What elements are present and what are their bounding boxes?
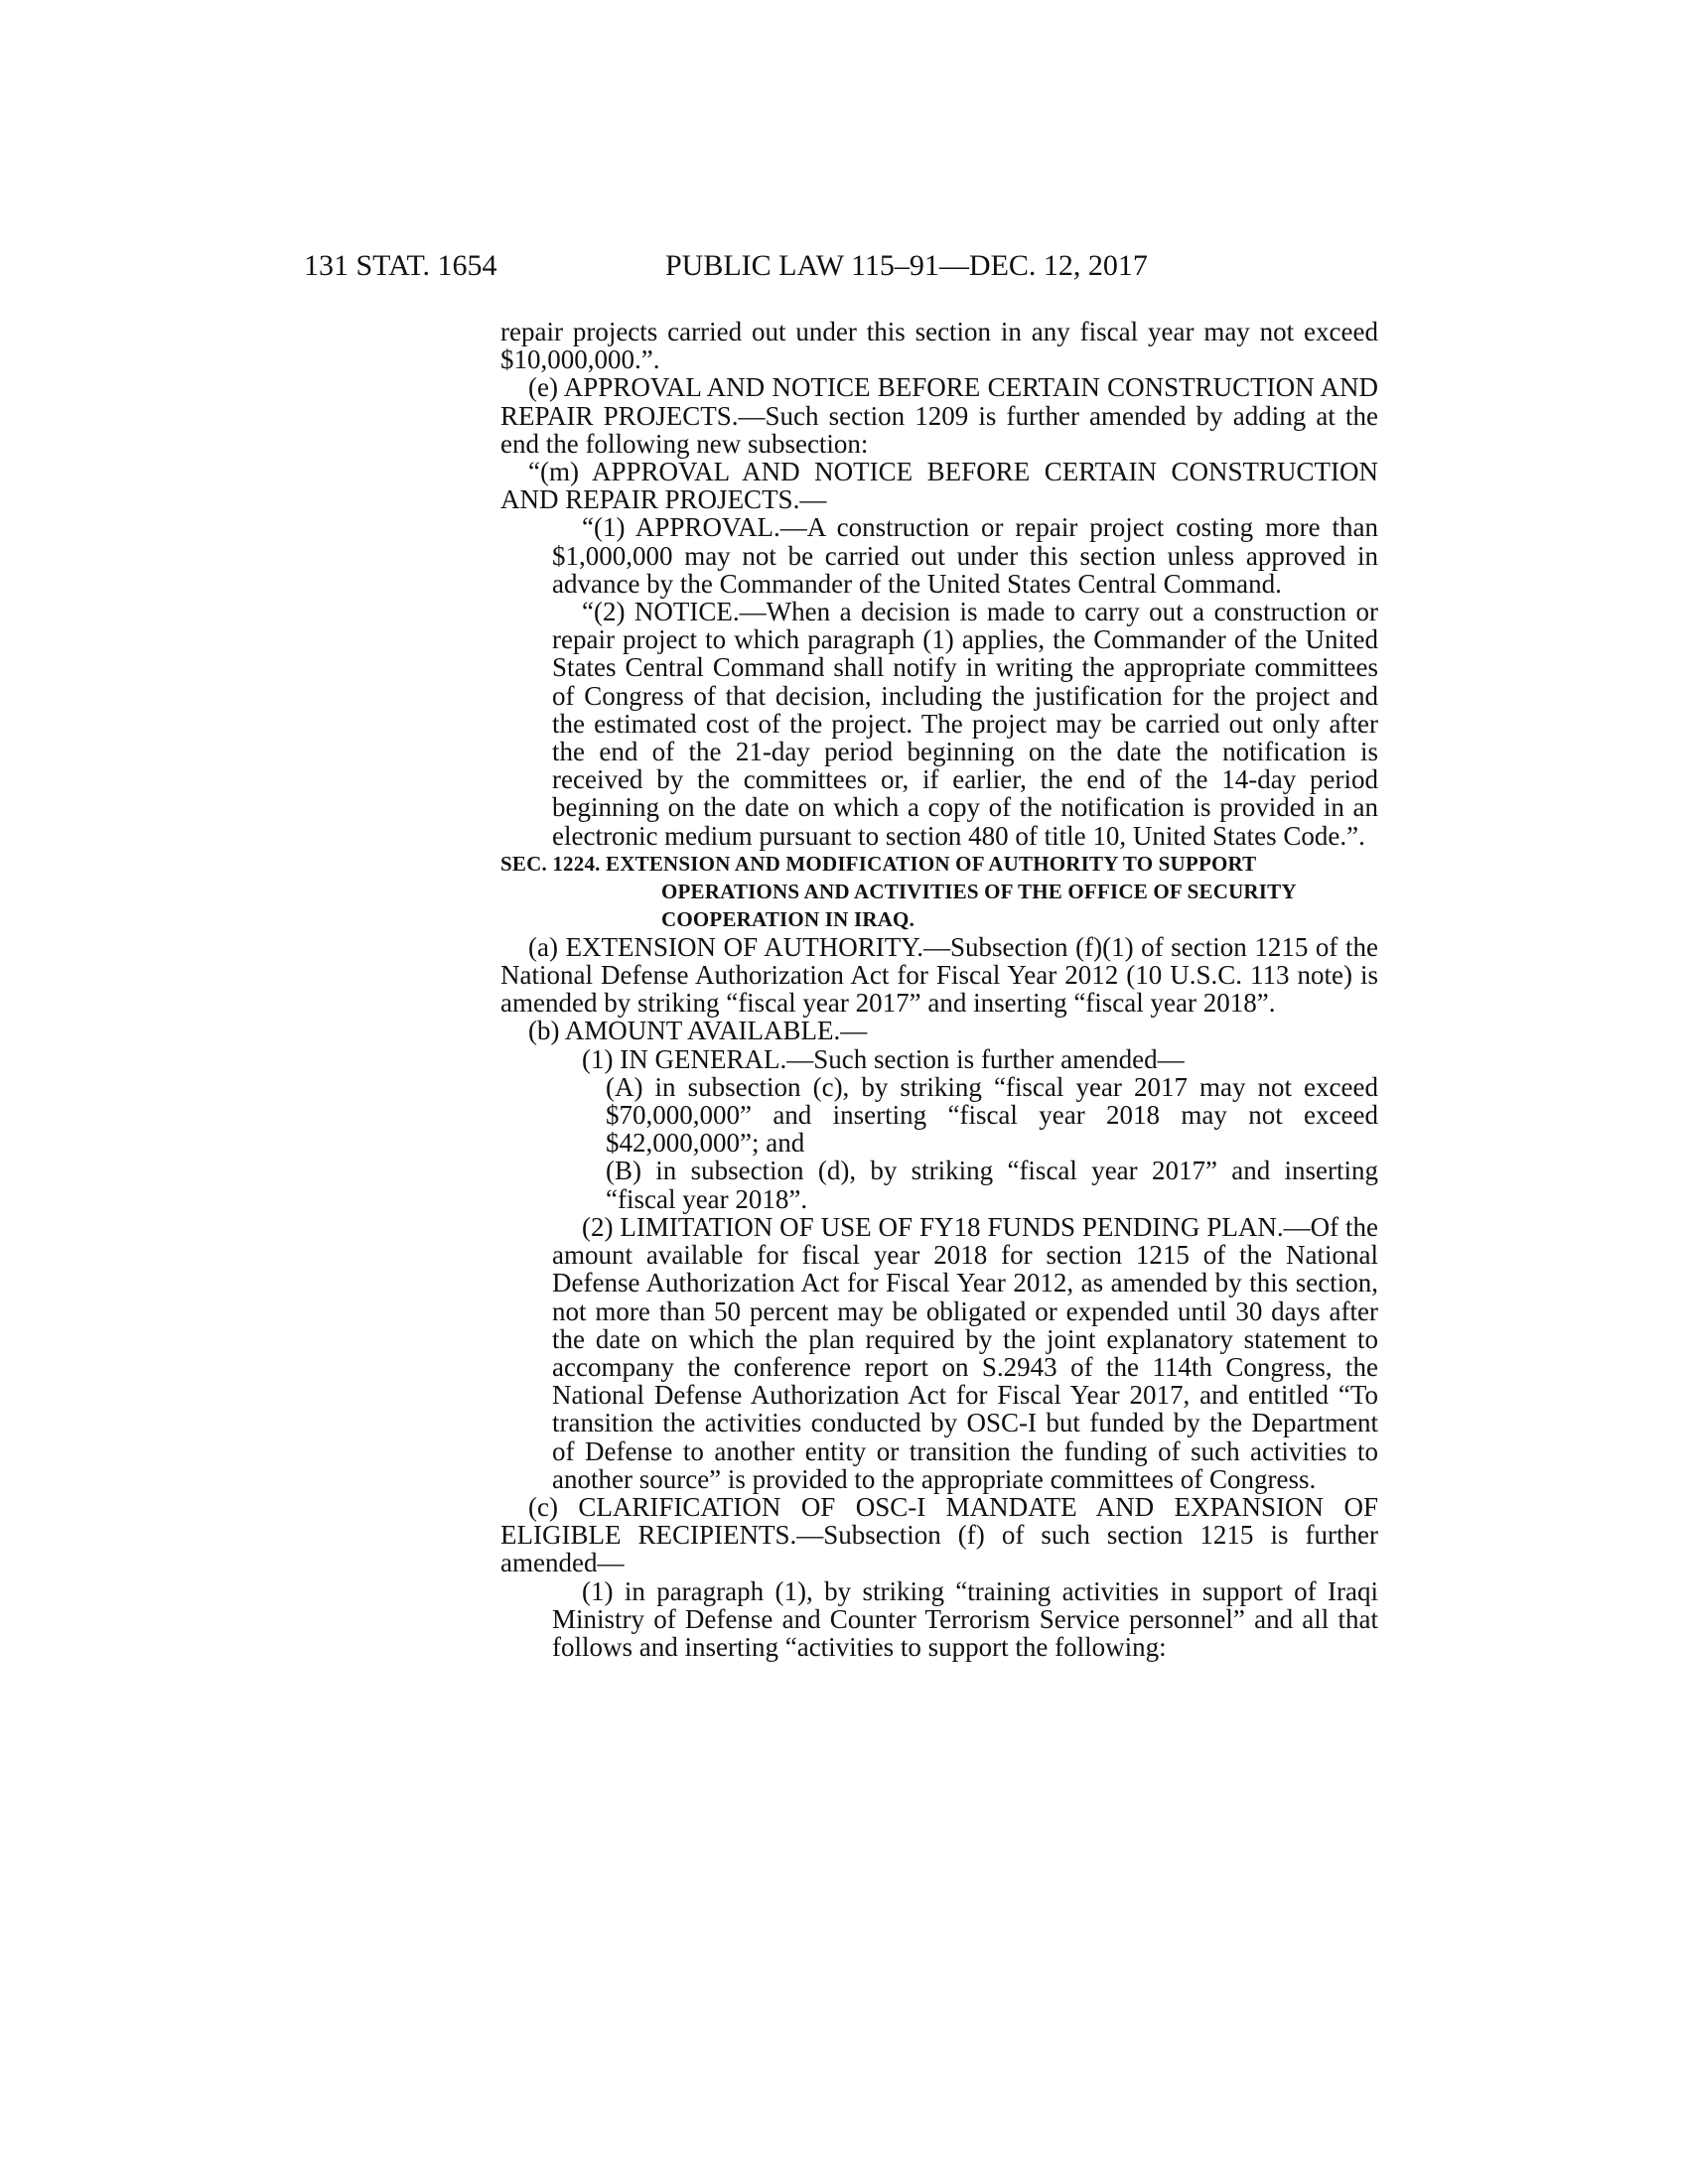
paragraph: (1) IN GENERAL.—Such section is further amended—: [582, 1043, 1185, 1074]
paragraph: “(m) APPROVAL AND NOTICE BEFORE CERTAIN CONSTRUCTION AND REPAIR PROJECTS.—: [500, 457, 1378, 515]
section-heading: SEC. 1224. EXTENSION AND MODIFICATION OF AUTHORITY TO SUPPORT OPERATIONS AND ACTIVITIES OF THE OFFICE OF SECURITY COOPERATION IN IRAQ.: [500, 851, 1296, 931]
paragraph: “(2) NOTICE.—When a decision is made to carry out a construction or repair project to which paragraph (1) applies, the Commander of the United States Central Command shall notify in writing the appropriate committees of Congress of that decision, including the justification for the project and the estimated cost of the project. The project may be carried out only after the end of the 21-day period beginning on the date the notification is received by the committees or, if earlier, the end of the 14-day period beginning on the date on which a copy of the notification is provided in an electronic medium pursuant to section 480 of title 10, United States Code.”.: [552, 597, 1378, 851]
page-header: [304, 246, 1398, 286]
paragraph: (a) EXTENSION OF AUTHORITY.—Subsection (f)(1) of section 1215 of the National Defense Authorization Act for Fiscal Year 2012 (10 U.S.C. 113 note) is amended by striking “fiscal year 2017” and inserting “fiscal year 2018”.: [500, 931, 1378, 1019]
public-law-title: PUBLIC LAW 115–91—DEC. 12, 2017: [665, 249, 1148, 282]
paragraph: (c) CLARIFICATION OF OSC-I MANDATE AND EXPANSION OF ELIGIBLE RECIPIENTS.—Subsection (f) of such section 1215 is further amended—: [500, 1491, 1378, 1578]
paragraph: (2) LIMITATION OF USE OF FY18 FUNDS PENDING PLAN.—Of the amount available for fiscal year 2018 for section 1215 of the National Defense Authorization Act for Fiscal Year 2012, as amended by this section, not more than 50 percent may be obligated or expended until 30 days after the date on which the plan required by the joint explanatory statement to accompany the conference report on S.2943 of the 114th Congress, the National Defense Authorization Act for Fiscal Year 2017, and entitled “To transition the activities conducted by OSC-I but funded by the Department of Defense to another entity or transition the funding of such activities to another source” is provided to the appropriate committees of Congress.: [552, 1211, 1378, 1494]
paragraph: (A) in subsection (c), by striking “fiscal year 2017 may not exceed $70,000,000” and inserting “fiscal year 2018 may not exceed $42,000,000”; and: [606, 1071, 1378, 1159]
paragraph: (e) APPROVAL AND NOTICE BEFORE CERTAIN CONSTRUCTION AND REPAIR PROJECTS.—Such section 1209 is further amended by adding at the end the following new subsection:: [500, 372, 1378, 459]
paragraph: (b) AMOUNT AVAILABLE.—: [528, 1016, 868, 1046]
paragraph: “(1) APPROVAL.—A construction or repair project costing more than $1,000,000 may not be carried out under this section unless approved in advance by the Commander of the United States Central Command.: [552, 512, 1378, 599]
statute-page-number: 131 STAT. 1654: [304, 249, 497, 282]
paragraph: (1) in paragraph (1), by striking “training activities in support of Iraqi Ministry of Defense and Counter Terrorism Service personnel” and all that follows and inserting “activities to support the following:: [552, 1575, 1378, 1662]
document-body: [500, 318, 1378, 1661]
paragraph: (B) in subsection (d), by striking “fiscal year 2017” and inserting “fiscal year 2018”.: [606, 1156, 1378, 1214]
paragraph: repair projects carried out under this section in any fiscal year may not exceed $10,000,000.”.: [500, 317, 1378, 375]
